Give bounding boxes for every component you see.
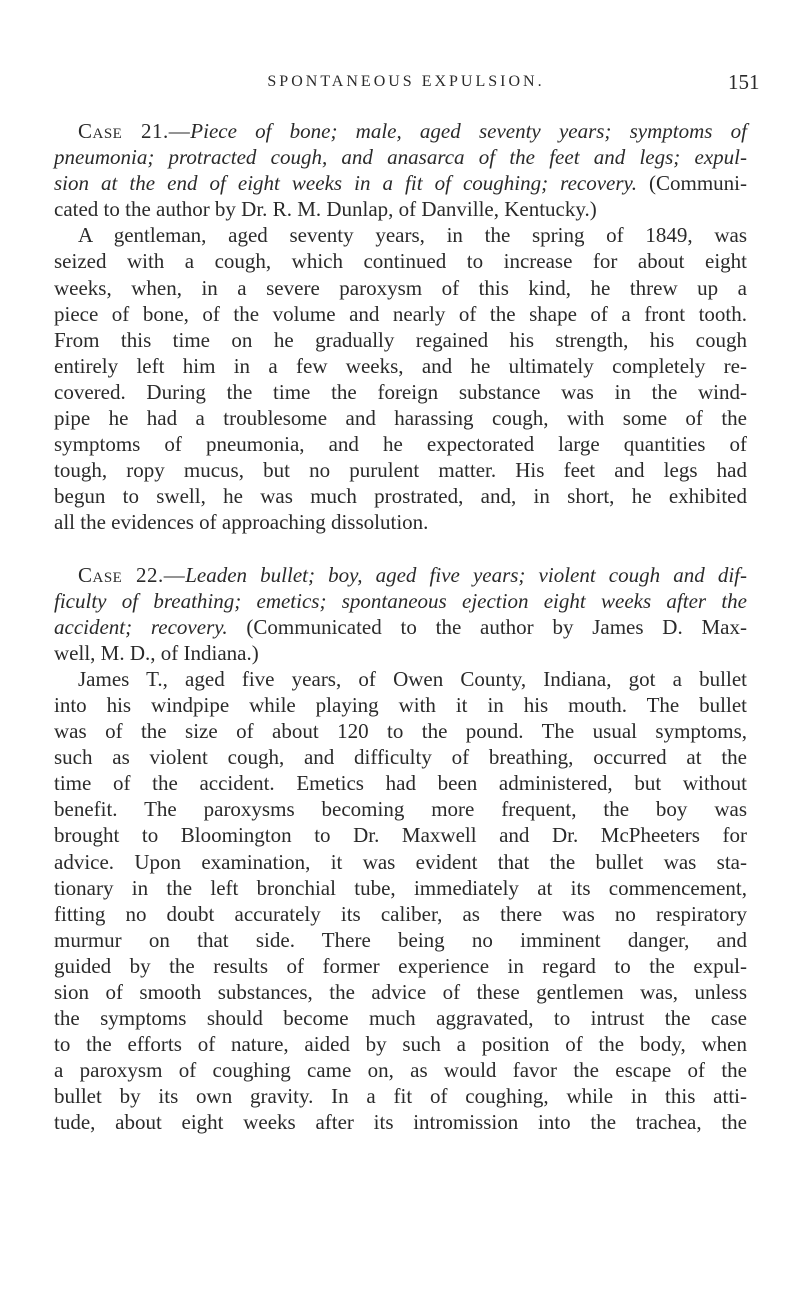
case-21-body-line: From this time on he gradually regained his strength, his cough (54, 327, 747, 352)
case-21-heading-line: sion at the end of eight weeks in a fit of coughing; recovery. (Communi- (54, 171, 747, 196)
case-22-body-line: guided by the results of former experience in regard to the expul- (54, 953, 747, 978)
case-21-body-line: weeks, when, in a severe paroxysm of this kind, he threw up a (54, 275, 747, 300)
case-21-heading-line (54, 118, 747, 144)
paragraph-gap (54, 536, 747, 562)
running-head: SPONTANEOUS EXPULSION. (267, 73, 545, 90)
case-22-heading-line (54, 562, 747, 588)
case-21-body-line: pipe he had a troublesome and harassing cough, with some of the (54, 406, 747, 431)
case-21-heading-italic: Piece of bone; male, aged seventy years; symptoms of (190, 119, 747, 143)
case-22-body-line: sion of smooth substances, the advice of these gentlemen was, unless (54, 980, 747, 1004)
case-22-body-line: a paroxysm of coughing came on, as would favor the escape of the (54, 1058, 747, 1083)
case-22-body-line: to the efforts of nature, aided by such a position of the body, when (54, 1032, 747, 1057)
case-22-body-line: was of the size of about 120 to the pound. The usual symptoms, (54, 719, 747, 744)
case-22-heading-line: accident; recovery. (Communicated to the author by James D. Max- (54, 614, 747, 639)
case-22-body-line: tionary in the left bronchial tube, immediately at its commencement, (54, 875, 747, 900)
case-21-body-line: seized with a cough, which continued to increase for about eight (54, 249, 747, 274)
case-21-body-line: begun to swell, he was much prostrated, and, in short, he exhibited (54, 484, 747, 509)
case-21-body-line: tough, ropy mucus, but no purulent matter. His feet and legs had (54, 458, 747, 483)
case-22-label: Case 22.— (78, 562, 186, 587)
page-text (54, 118, 747, 1136)
page-number: 151 (728, 70, 760, 94)
case-22-body-line: such as violent cough, and difficulty of breathing, occurred at the (54, 745, 747, 770)
case-21-body-line: symptoms of pneumonia, and he expectorated large quantities of (54, 432, 747, 457)
case-22-body-line: bullet by its own gravity. In a fit of coughing, while in this atti- (54, 1084, 747, 1109)
case-22-body-line: fitting no doubt accurately its caliber, as there was no respiratory (54, 901, 747, 926)
case-21 (54, 118, 747, 536)
case-22-heading-italic: Leaden bullet; boy, aged five years; violent cough and dif- (185, 562, 747, 587)
case-21-label: Case 21.— (78, 119, 191, 143)
case-22-body-line: James T., aged five years, of Owen County, Indiana, got a bullet (78, 666, 747, 691)
case-21-heading-line: cated to the author by Dr. R. M. Dunlap, of Danville, Kentucky.) (54, 197, 597, 222)
case-21-body-line: all the evidences of approaching dissolution. (54, 510, 429, 535)
case-22-body-line: into his windpipe while playing with it in his mouth. The bullet (54, 692, 747, 717)
case-22-body-line: brought to Bloomington to Dr. Maxwell and Dr. McPheeters for (54, 823, 747, 848)
case-22-body-line: the symptoms should become much aggravated, to intrust the case (54, 1006, 747, 1031)
case-22-heading-line: well, M. D., of Indiana.) (54, 640, 259, 665)
case-21-heading-line: pneumonia; protracted cough, and anasarca of the feet and legs; expul- (54, 145, 747, 170)
case-21-body-line: piece of bone, of the volume and nearly of the shape of a front tooth. (54, 301, 747, 326)
case-22-body-line: advice. Upon examination, it was evident that the bullet was sta- (54, 849, 747, 874)
case-22-body-line: murmur on that side. There being no imminent danger, and (54, 927, 747, 952)
case-22-body-line: tude, about eight weeks after its intromission into the trachea, the (54, 1110, 747, 1135)
case-21-body-line: A gentleman, aged seventy years, in the spring of 1849, was (78, 223, 747, 248)
case-22 (54, 562, 747, 1136)
case-22-body-line: time of the accident. Emetics had been administered, but without (54, 771, 747, 796)
case-22-heading-line: ficulty of breathing; emetics; spontaneous ejection eight weeks after the (54, 588, 747, 613)
case-21-body-line: covered. During the time the foreign substance was in the wind- (54, 379, 747, 404)
case-22-body-line: benefit. The paroxysms becoming more frequent, the boy was (54, 797, 747, 822)
case-21-body-line: entirely left him in a few weeks, and he ultimately completely re- (54, 353, 747, 378)
